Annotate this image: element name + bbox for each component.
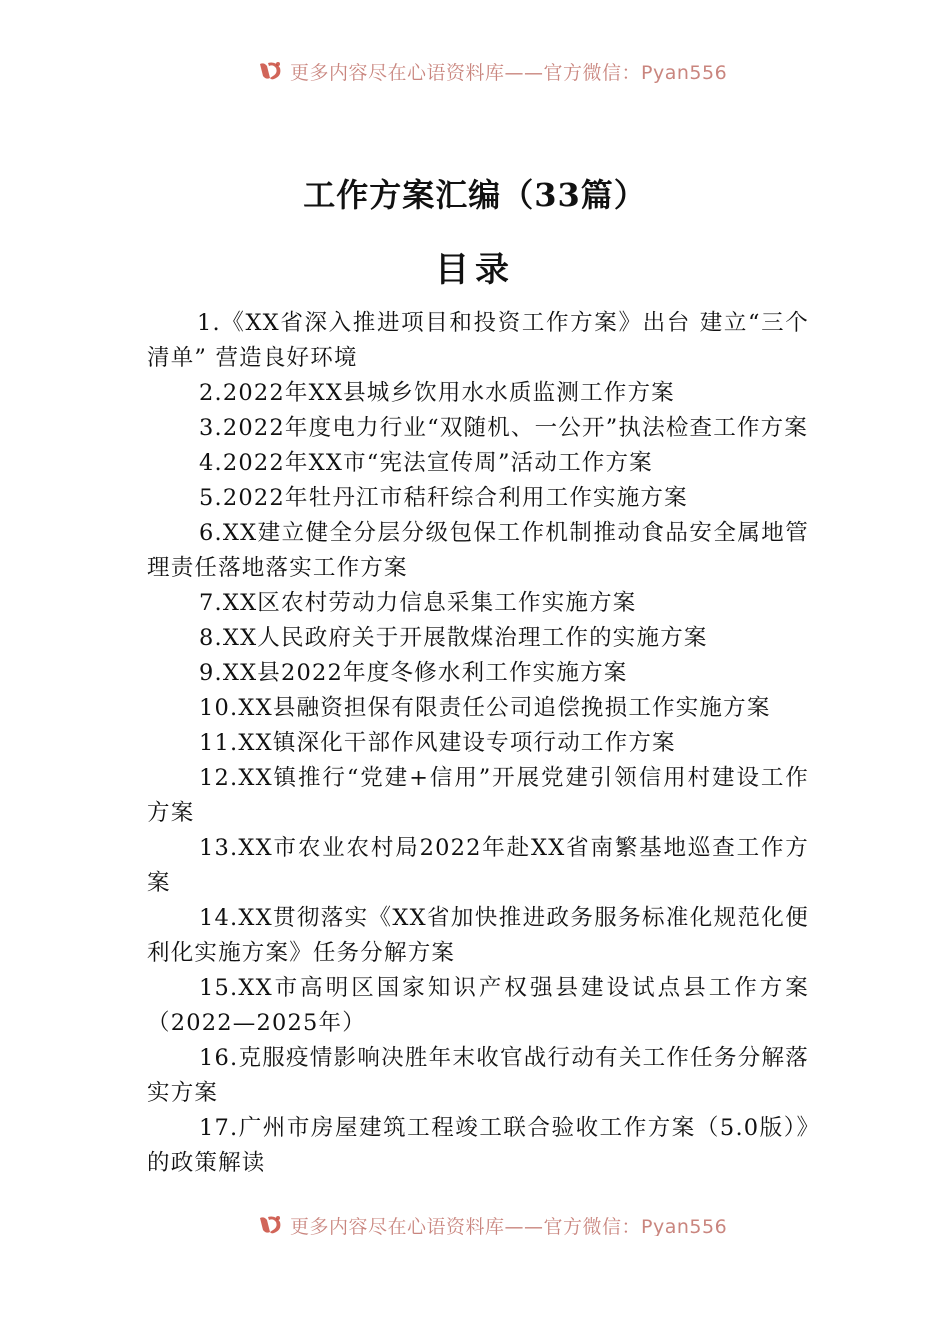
watermark-banner-top	[0, 54, 950, 84]
document-title: 工作方案汇编（33篇）	[303, 176, 647, 214]
watermark-text: 更多内容尽在心语资料库——官方微信：Pyan556	[290, 1215, 728, 1236]
toc-item: 5.2022年牡丹江市秸秆综合利用工作实施方案	[199, 485, 688, 511]
logo-icon	[258, 60, 284, 82]
toc-item: 14.XX贯彻落实《XX省加快推进政务服务标准化规范化便利化实施方案》任务分解方案	[147, 905, 809, 966]
toc-item: 6.XX建立健全分层分级包保工作机制推动食品安全属地管理责任落地落实工作方案	[147, 520, 809, 581]
toc-item: 2.2022年XX县城乡饮用水水质监测工作方案	[199, 380, 675, 406]
toc-item: 11.XX镇深化干部作风建设专项行动工作方案	[199, 730, 676, 756]
logo-icon	[258, 1214, 284, 1236]
toc-item: 9.XX县2022年度冬修水利工作实施方案	[199, 660, 628, 686]
toc-item: 1.《XX省深入推进项目和投资工作方案》出台 建立“三个清单” 营造良好环境	[147, 310, 809, 371]
toc-item: 17.广州市房屋建筑工程竣工联合验收工作方案（5.0版）》的政策解读	[147, 1115, 809, 1176]
toc-item: 10.XX县融资担保有限责任公司追偿挽损工作实施方案	[199, 695, 771, 721]
toc-item: 8.XX人民政府关于开展散煤治理工作的实施方案	[199, 625, 708, 651]
toc-heading: 目录	[435, 250, 515, 290]
watermark-text: 更多内容尽在心语资料库——官方微信：Pyan556	[290, 61, 728, 84]
toc-item: 12.XX镇推行“党建+信用”开展党建引领信用村建设工作方案	[147, 765, 809, 826]
toc-item: 16.克服疫情影响决胜年末收官战行动有关工作任务分解落实方案	[147, 1045, 809, 1106]
toc-item: 13.XX市农业农村局2022年赴XX省南繁基地巡查工作方案	[147, 835, 809, 896]
toc-item: 4.2022年XX市“宪法宣传周”活动工作方案	[199, 450, 653, 476]
watermark-banner-bottom	[0, 1206, 950, 1236]
toc-item: 7.XX区农村劳动力信息采集工作实施方案	[199, 590, 637, 616]
toc-item: 15.XX市高明区国家知识产权强县建设试点县工作方案（2022—2025年）	[147, 975, 809, 1036]
table-of-contents	[147, 306, 809, 1181]
toc-item: 3.2022年度电力行业“双随机、一公开”执法检查工作方案	[199, 415, 809, 441]
